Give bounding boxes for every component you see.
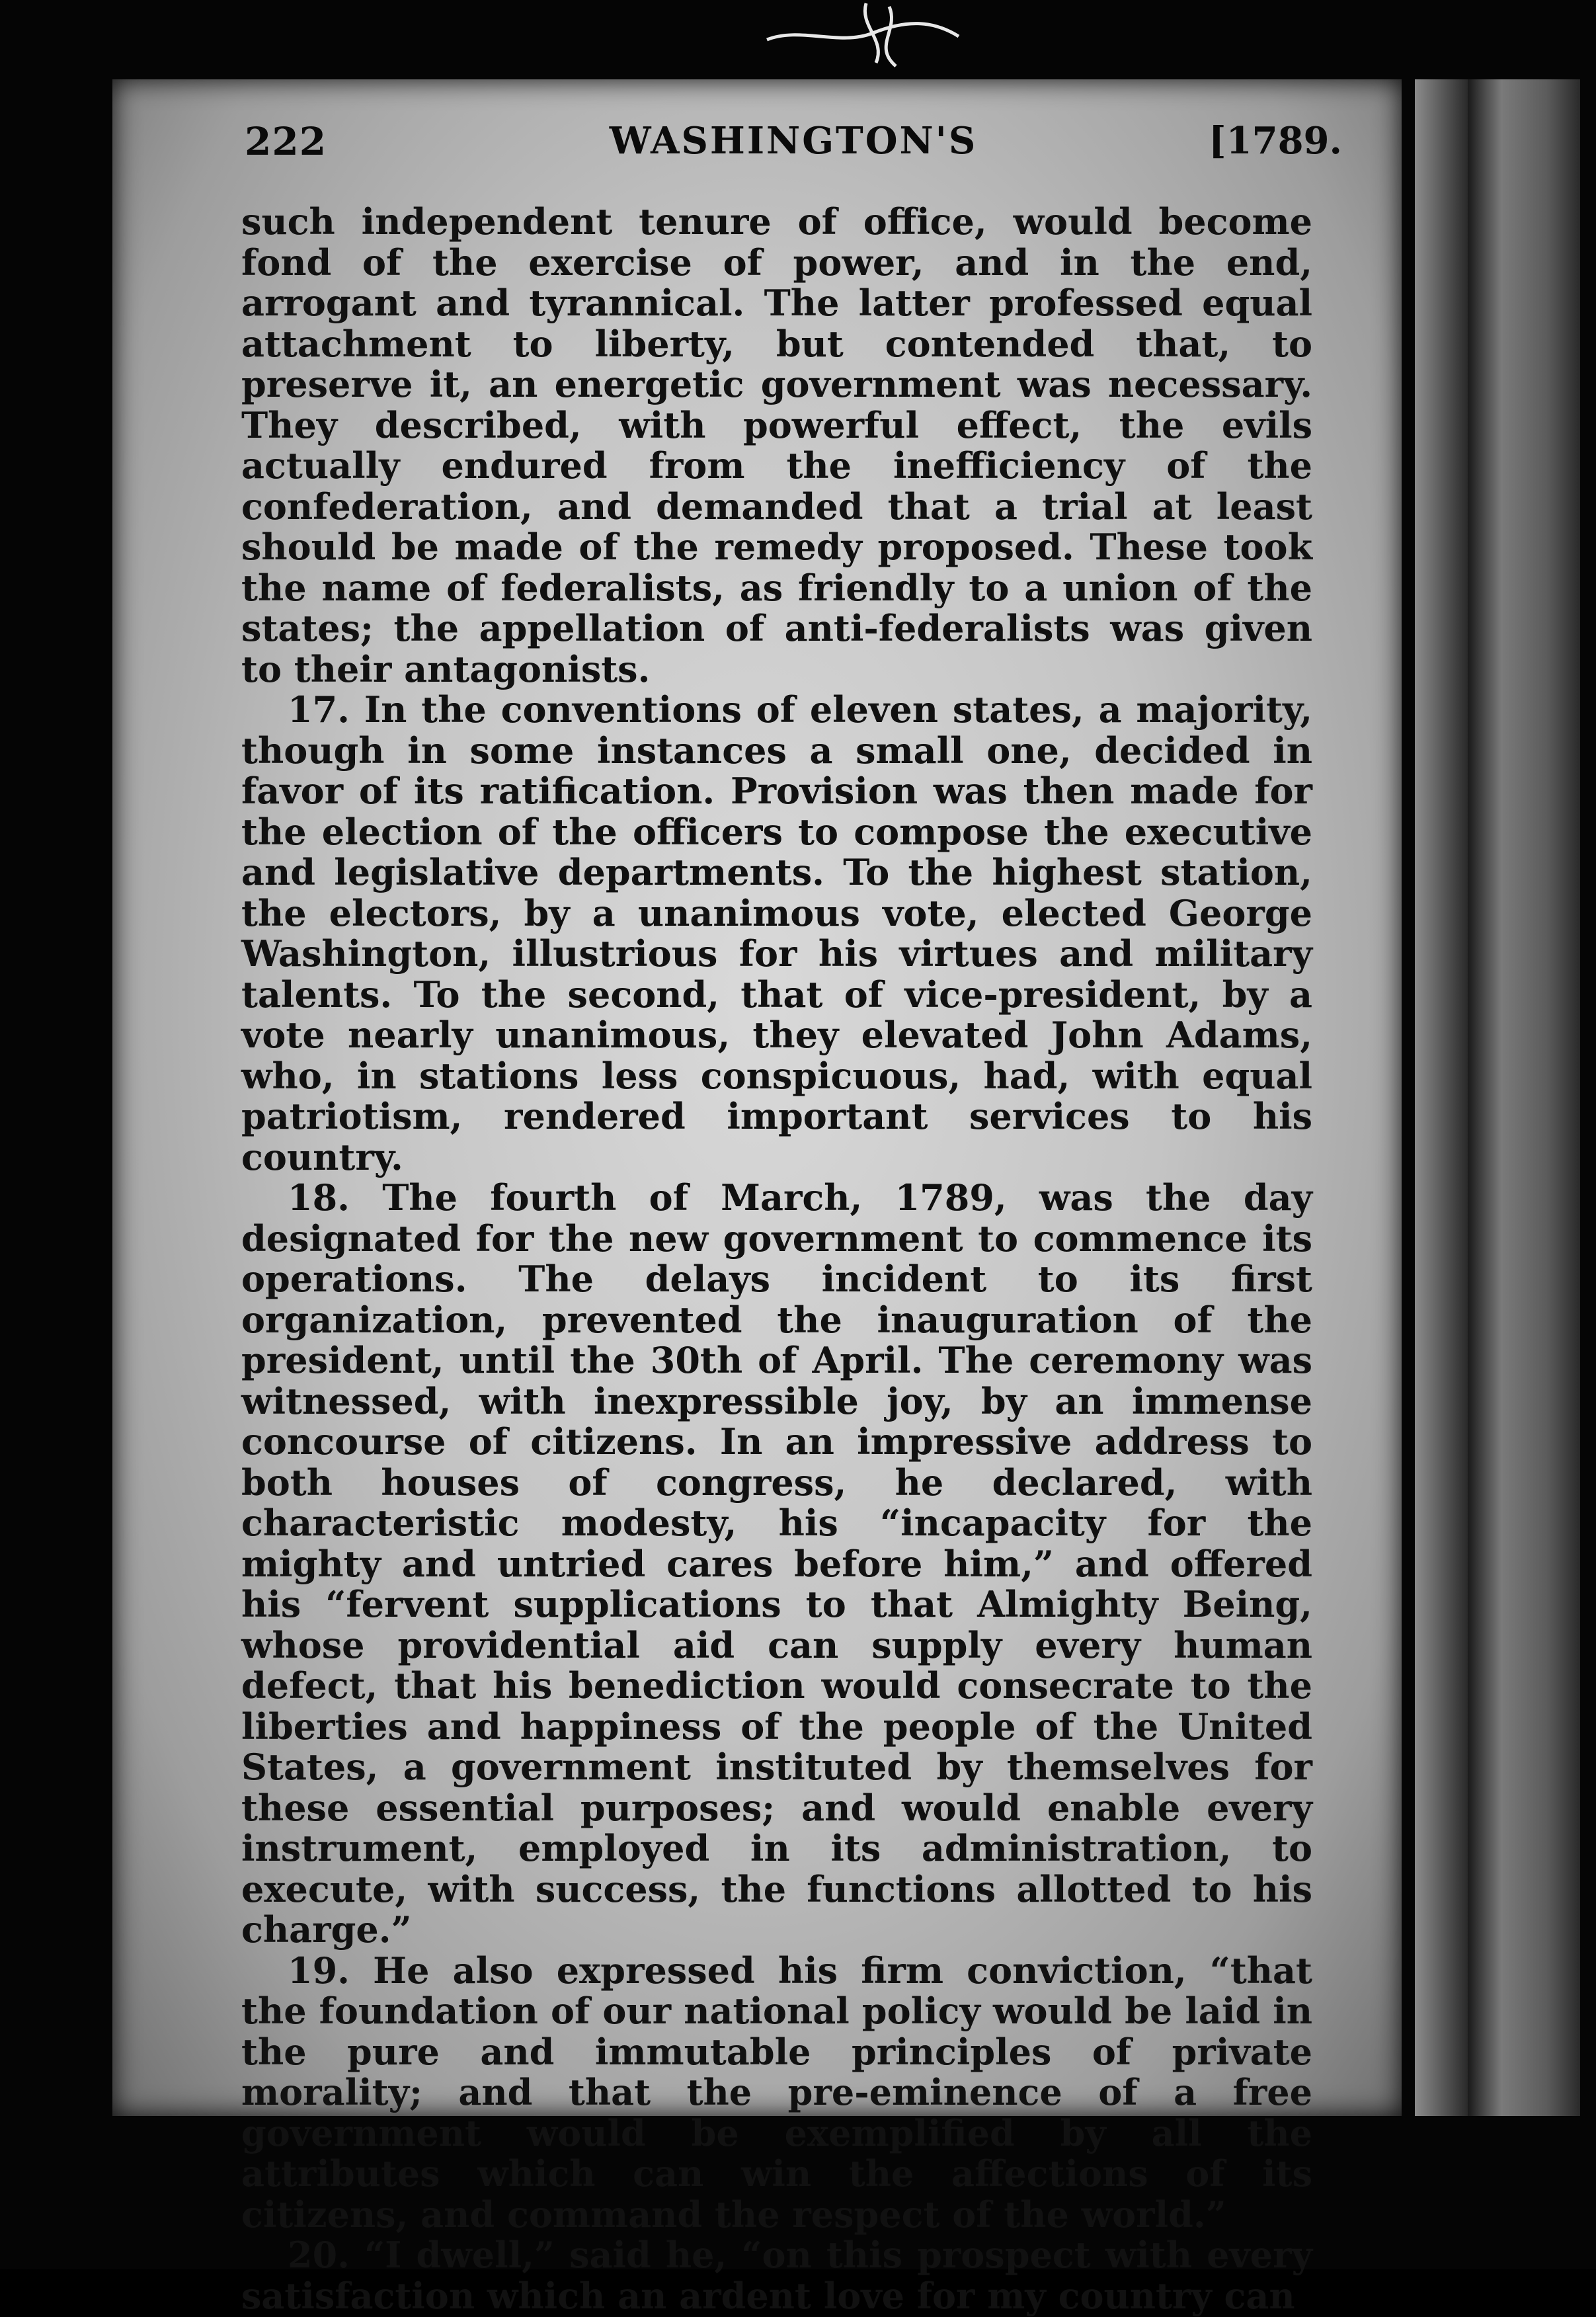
- paragraph-19: [241, 1951, 1312, 2236]
- page-gutter-shadow: [1415, 79, 1468, 2116]
- paragraph-text: The fourth of March, 1789, was the day designated for the new government to commence its operations. The delays incident to its first organization, prevented the inauguration of the president, until the 30th of April. The ceremony was witnessed, with inexpressible joy, by an immense concourse of citizens. In an impressive address to both houses of congress, he declared, with characteristic modesty, his “incapacity for the mighty and untried cares before him,” and offered his “fervent supplications to that Almighty Being, whose providential aid can supply every human defect, that his benediction would consecrate to the liberties and happiness of the people of the United States, a government instituted by themselves for these essential purposes; and would enable every instrument, employed in its administration, to execute, with success, the functions allotted to his charge.”: [241, 1176, 1312, 1951]
- adjacent-page-edge: [1468, 79, 1580, 2116]
- running-head: [245, 119, 1342, 179]
- paragraph-18: [241, 1178, 1312, 1951]
- paragraph-20: [241, 2235, 1312, 2316]
- running-year: [1789.: [1209, 119, 1342, 163]
- string-bookmark-icon: [760, 0, 972, 73]
- paragraph-continued: [241, 202, 1312, 690]
- paragraph-number: 17.: [288, 688, 350, 731]
- paragraph-text: He also expressed his firm conviction, “that the foundation of our national policy would be laid in the pure and immutable principles of private morality; and that the pre-eminence of a free government would be exemplified by all the attributes which can win the affections of its citizens, and command the respect of the world.”: [241, 1949, 1312, 2236]
- paragraph-17: [241, 690, 1312, 1178]
- paragraph-number: 20.: [288, 2234, 350, 2276]
- page-number: 222: [245, 119, 327, 164]
- paragraph-text: In the conventions of eleven states, a majority, though in some instances a small one, decided in favor of its ratification. Provision was then made for the election of the officers to compose the executive and legislative departments. To the highest station, the electors, by a unanimous vote, elected George Washington, illustrious for his virtues and military talents. To the second, that of vice-president, by a vote nearly unanimous, they elevated John Adams, who, in stations less conspicuous, had, with equal patriotism, rendered important services to his country.: [241, 688, 1312, 1178]
- paragraph-text: “I dwell,” said he, “on this prospect with every satisfaction which an ardent love for my country can: [241, 2234, 1312, 2317]
- paragraph-text: such independent tenure of office, would become fond of the exercise of power, and in the end, arrogant and tyrannical. The latter professed equal attachment to liberty, but contended that, to preserve it, an energetic government was necessary. They described, with powerful effect, the evils actually endured from the inefficiency of the confederation, and demanded that a trial at least should be made of the remedy proposed. These took the name of federalists, as friendly to a union of the states; the appellation of anti-federalists was given to their antagonists.: [241, 200, 1312, 690]
- body-text: [241, 202, 1312, 2316]
- paragraph-number: 18.: [288, 1176, 350, 1219]
- paragraph-number: 19.: [288, 1949, 350, 1992]
- running-title: WASHINGTON'S: [609, 119, 978, 163]
